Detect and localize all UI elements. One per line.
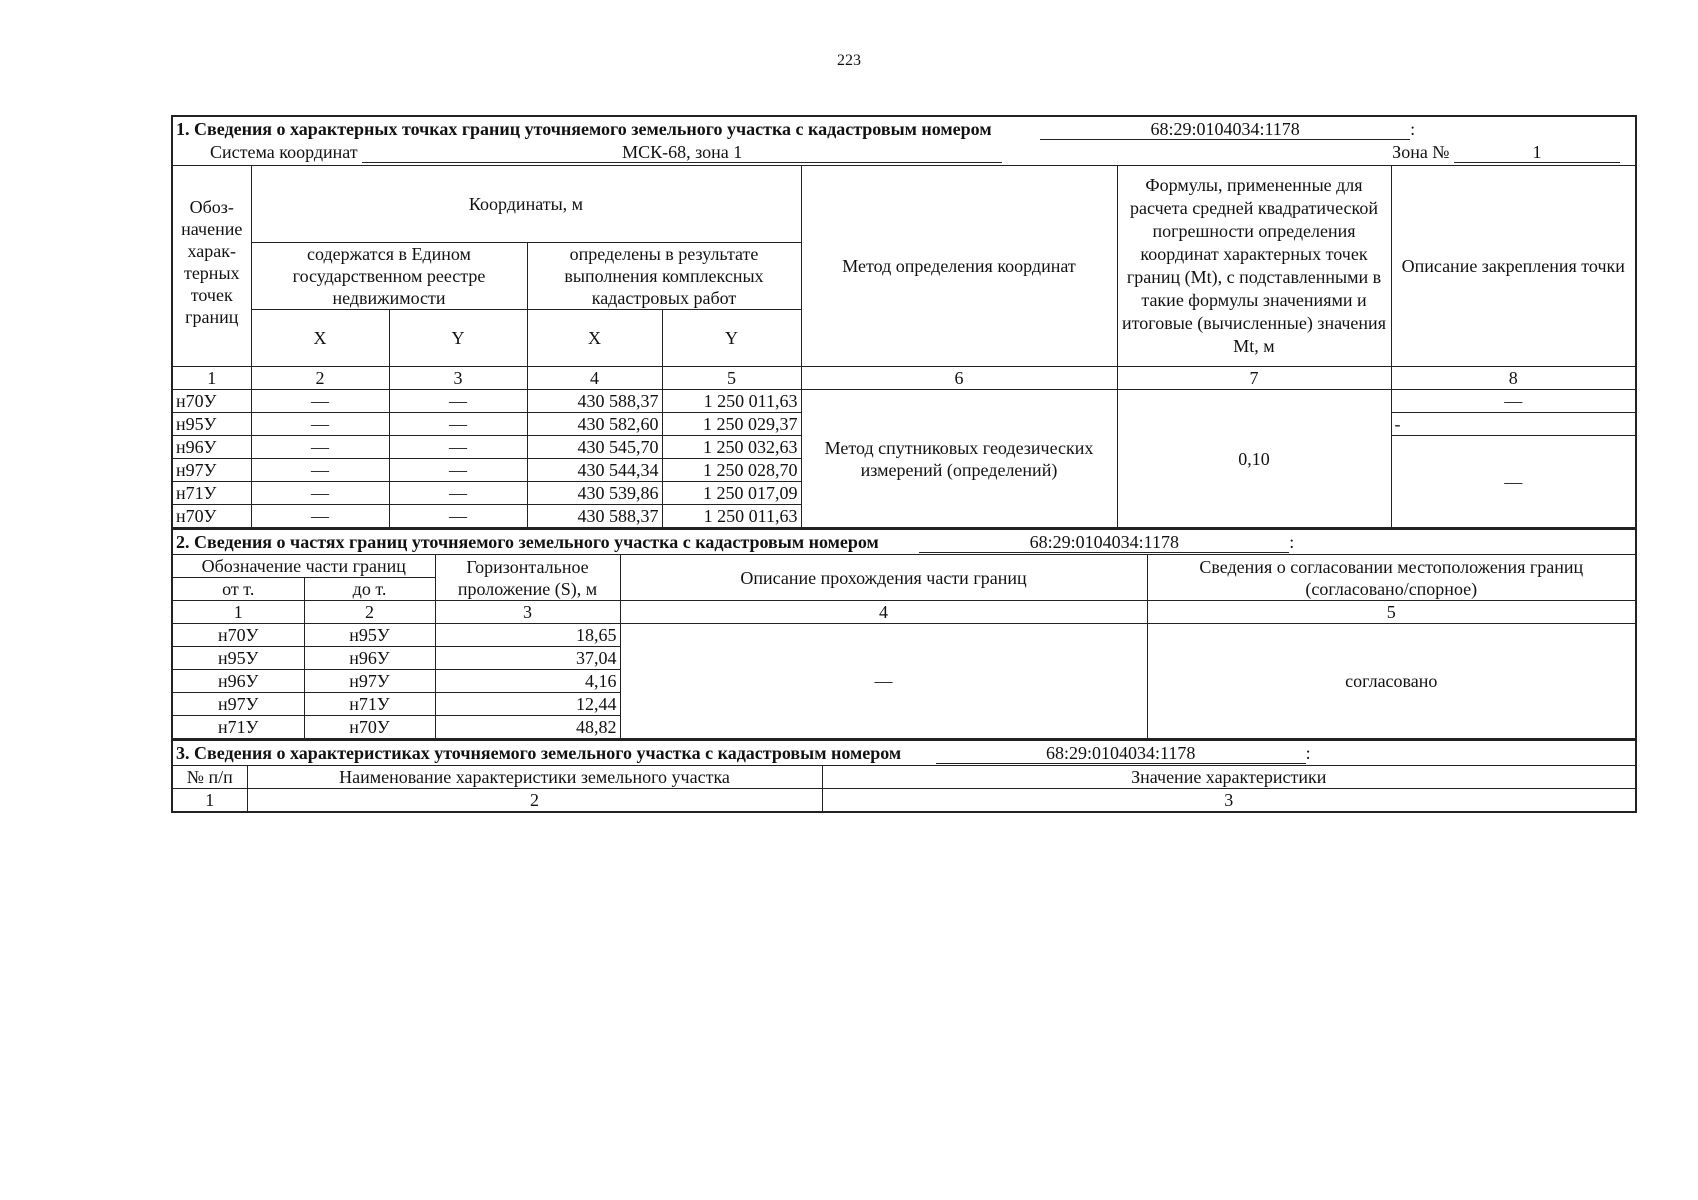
description-value: —: [620, 624, 1147, 740]
header-from: от т.: [172, 578, 304, 601]
point-y-egrn: —: [389, 436, 527, 459]
section2-table: [171, 529, 1637, 740]
part-from: н96У: [172, 670, 304, 693]
section1-colon: :: [1410, 119, 1416, 139]
part-from: н71У: [172, 716, 304, 740]
zone-label: Зона №: [1392, 142, 1450, 162]
coord-system-row: [172, 141, 1636, 166]
point-name: н70У: [172, 505, 251, 529]
point-y-egrn: —: [389, 459, 527, 482]
method-value: Метод спутниковых геодезических измерений (определений): [801, 390, 1117, 529]
header-num: № п/п: [172, 766, 247, 789]
header-to: до т.: [304, 578, 435, 601]
point-x: 430 588,37: [527, 390, 662, 413]
header-y2: Y: [662, 310, 801, 367]
header-part: Обозначение части границ: [172, 555, 435, 578]
header-formulas: Формулы, примененные для расчета средней квадратической погрешности определения координат характерных точек границ (Mt), с подставленными в такие формулы значениями и итоговые (вычисленные) значения Mt, м: [1117, 166, 1391, 367]
point-x-egrn: —: [251, 505, 389, 529]
section3-title-row: [172, 741, 1636, 766]
part-to: н95У: [304, 624, 435, 647]
section1-col-numbers: [172, 367, 1636, 390]
header-x1: X: [251, 310, 389, 367]
point-name: н71У: [172, 482, 251, 505]
point-y: 1 250 032,63: [662, 436, 801, 459]
header-designation: Обоз-начение харак-терных точек границ: [172, 166, 251, 367]
section3-cadastral-number: 68:29:0104034:1178: [936, 743, 1306, 764]
part-to: н96У: [304, 647, 435, 670]
zone-value: 1: [1454, 142, 1620, 163]
section2-colon: :: [1289, 532, 1295, 552]
point-x: 430 544,34: [527, 459, 662, 482]
col-number: 2: [304, 601, 435, 624]
section1-cadastral-number: 68:29:0104034:1178: [1040, 119, 1410, 140]
col-number: 7: [1117, 367, 1391, 390]
col-number: 1: [172, 789, 247, 813]
point-x: 430 588,37: [527, 505, 662, 529]
point-x: 430 539,86: [527, 482, 662, 505]
col-number: 4: [527, 367, 662, 390]
col-number: 8: [1391, 367, 1636, 390]
point-name: н96У: [172, 436, 251, 459]
header-description: Описание прохождения части границ: [620, 555, 1147, 601]
table-row: [172, 624, 1636, 647]
col-number: 3: [435, 601, 620, 624]
header-value: Значение характеристики: [822, 766, 1636, 789]
col-number: 5: [1147, 601, 1636, 624]
col-number: 1: [172, 601, 304, 624]
header-y1: Y: [389, 310, 527, 367]
part-length: 18,65: [435, 624, 620, 647]
point-x-egrn: —: [251, 390, 389, 413]
section1-title: 1. Сведения о характерных точках границ уточняемого земельного участка с кадастровым номером: [176, 119, 992, 139]
header-length: Горизонтальное проложение (S), м: [435, 555, 620, 601]
part-length: 12,44: [435, 693, 620, 716]
header-agreement: Сведения о согласовании местоположения границ (согласовано/спорное): [1147, 555, 1636, 601]
part-from: н97У: [172, 693, 304, 716]
section3-title: 3. Сведения о характеристиках уточняемого земельного участка с кадастровым номером: [176, 743, 902, 763]
section3-table: [171, 740, 1637, 813]
point-x-egrn: —: [251, 413, 389, 436]
coord-system-value: МСК-68, зона 1: [362, 142, 1002, 163]
part-length: 48,82: [435, 716, 620, 740]
point-name: н95У: [172, 413, 251, 436]
point-y: 1 250 011,63: [662, 505, 801, 529]
mt-value: 0,10: [1117, 390, 1391, 529]
col-number: 3: [822, 789, 1636, 813]
agreement-value: согласовано: [1147, 624, 1636, 740]
table-row: [172, 390, 1636, 413]
section3-colon: :: [1305, 743, 1311, 763]
part-from: н95У: [172, 647, 304, 670]
point-y: 1 250 011,63: [662, 390, 801, 413]
part-to: н97У: [304, 670, 435, 693]
header-kkr: определены в результате выполнения комплексных кадастровых работ: [527, 243, 801, 310]
point-y: 1 250 017,09: [662, 482, 801, 505]
fixing-value: —: [1391, 390, 1636, 413]
section2-cadastral-number: 68:29:0104034:1178: [919, 532, 1289, 553]
point-y-egrn: —: [389, 505, 527, 529]
point-name: н97У: [172, 459, 251, 482]
section2-col-numbers: [172, 601, 1636, 624]
col-number: 1: [172, 367, 251, 390]
point-y-egrn: —: [389, 390, 527, 413]
point-x-egrn: —: [251, 436, 389, 459]
page-number: 223: [837, 52, 861, 69]
point-x-egrn: —: [251, 482, 389, 505]
part-length: 37,04: [435, 647, 620, 670]
point-y: 1 250 029,37: [662, 413, 801, 436]
point-y-egrn: —: [389, 413, 527, 436]
point-x: 430 545,70: [527, 436, 662, 459]
header-fixing: Описание закрепления точки: [1391, 166, 1636, 367]
point-x-egrn: —: [251, 459, 389, 482]
col-number: 6: [801, 367, 1117, 390]
header-method: Метод определения координат: [801, 166, 1117, 367]
col-number: 3: [389, 367, 527, 390]
point-x: 430 582,60: [527, 413, 662, 436]
section3-col-numbers: [172, 789, 1636, 813]
col-number: 2: [247, 789, 822, 813]
point-y: 1 250 028,70: [662, 459, 801, 482]
part-from: н70У: [172, 624, 304, 647]
col-number: 4: [620, 601, 1147, 624]
coord-system-label: Система координат: [210, 142, 358, 162]
part-to: н71У: [304, 693, 435, 716]
fixing-value: —: [1391, 436, 1636, 529]
part-length: 4,16: [435, 670, 620, 693]
section1-table: [171, 115, 1637, 529]
col-number: 2: [251, 367, 389, 390]
fixing-value: -: [1391, 413, 1636, 436]
section2-title-row: [172, 530, 1636, 555]
header-x2: X: [527, 310, 662, 367]
col-number: 5: [662, 367, 801, 390]
header-egrn: содержатся в Едином государственном реестре недвижимости: [251, 243, 527, 310]
part-to: н70У: [304, 716, 435, 740]
header-coordinates: Координаты, м: [251, 166, 801, 243]
section1-title-row: [172, 116, 1636, 141]
header-name: Наименование характеристики земельного участка: [247, 766, 822, 789]
point-name: н70У: [172, 390, 251, 413]
document: [171, 115, 1635, 813]
point-y-egrn: —: [389, 482, 527, 505]
section2-title: 2. Сведения о частях границ уточняемого земельного участка с кадастровым номером: [176, 532, 879, 552]
